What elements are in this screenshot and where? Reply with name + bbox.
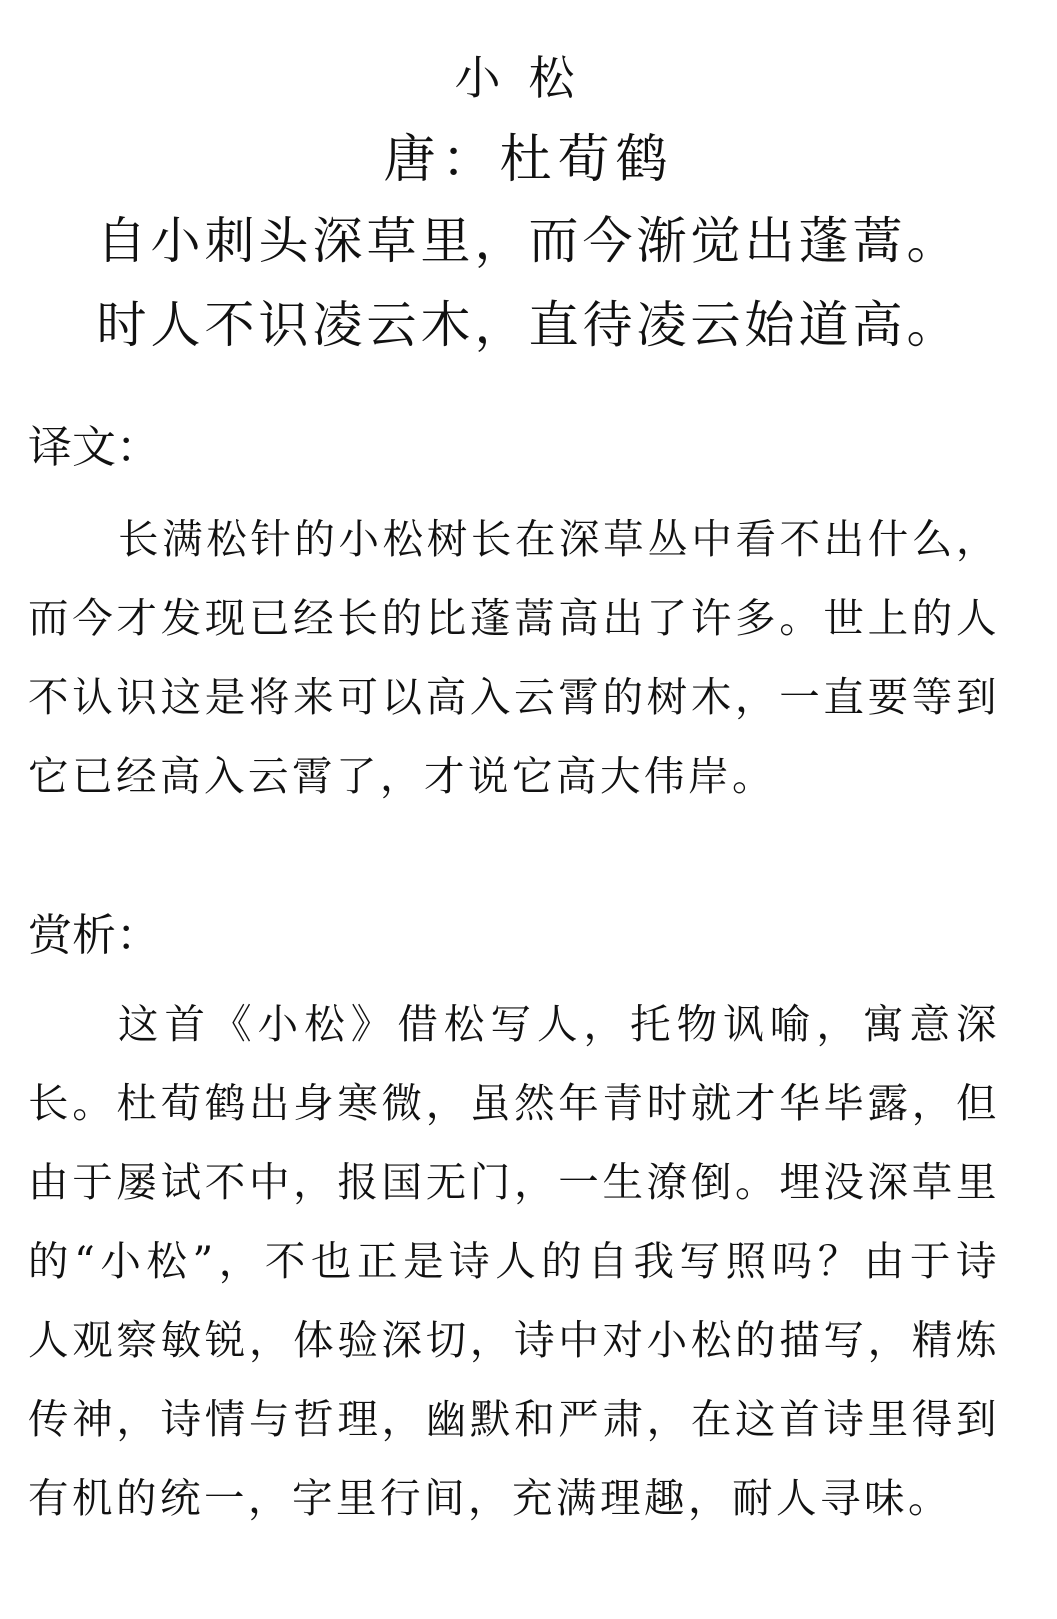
poem-title: 小松	[454, 51, 603, 105]
translation-heading: 译文：	[28, 422, 160, 473]
poem-line-2: 时人不识凌云木，直待凌云始道高。	[96, 296, 961, 354]
poem-line-1: 自小刺头深草里，而今渐觉出蓬蒿。	[96, 212, 961, 270]
translation-paragraph: 长满松针的小松树长在深草丛中看不出什么，而今才发现已经长的比蓬蒿高出了许多。世上的人不认识这是将来可以高入云霄的树木，一直要等到它已经高入云霄了，才说它高大伟岸。	[28, 515, 1000, 800]
analysis-heading: 赏析：	[28, 910, 160, 961]
poem-author: 唐：杜荀鹤	[383, 130, 674, 190]
analysis-paragraph: 这首《小松》借松写人，托物讽喻，寓意深长。杜荀鹤出身寒微，虽然年青时就才华毕露，但由于屡试不中，报国无门，一生潦倒。埋没深草里的“小松”，不也正是诗人的自我写照吗？由于诗人观察敏锐，体验深切，诗中对小松的描写，精炼传神，诗情与哲理，幽默和严肃，在这首诗里得到有机的统一，字里行间，充满理趣，耐人寻味。	[28, 1000, 1000, 1522]
